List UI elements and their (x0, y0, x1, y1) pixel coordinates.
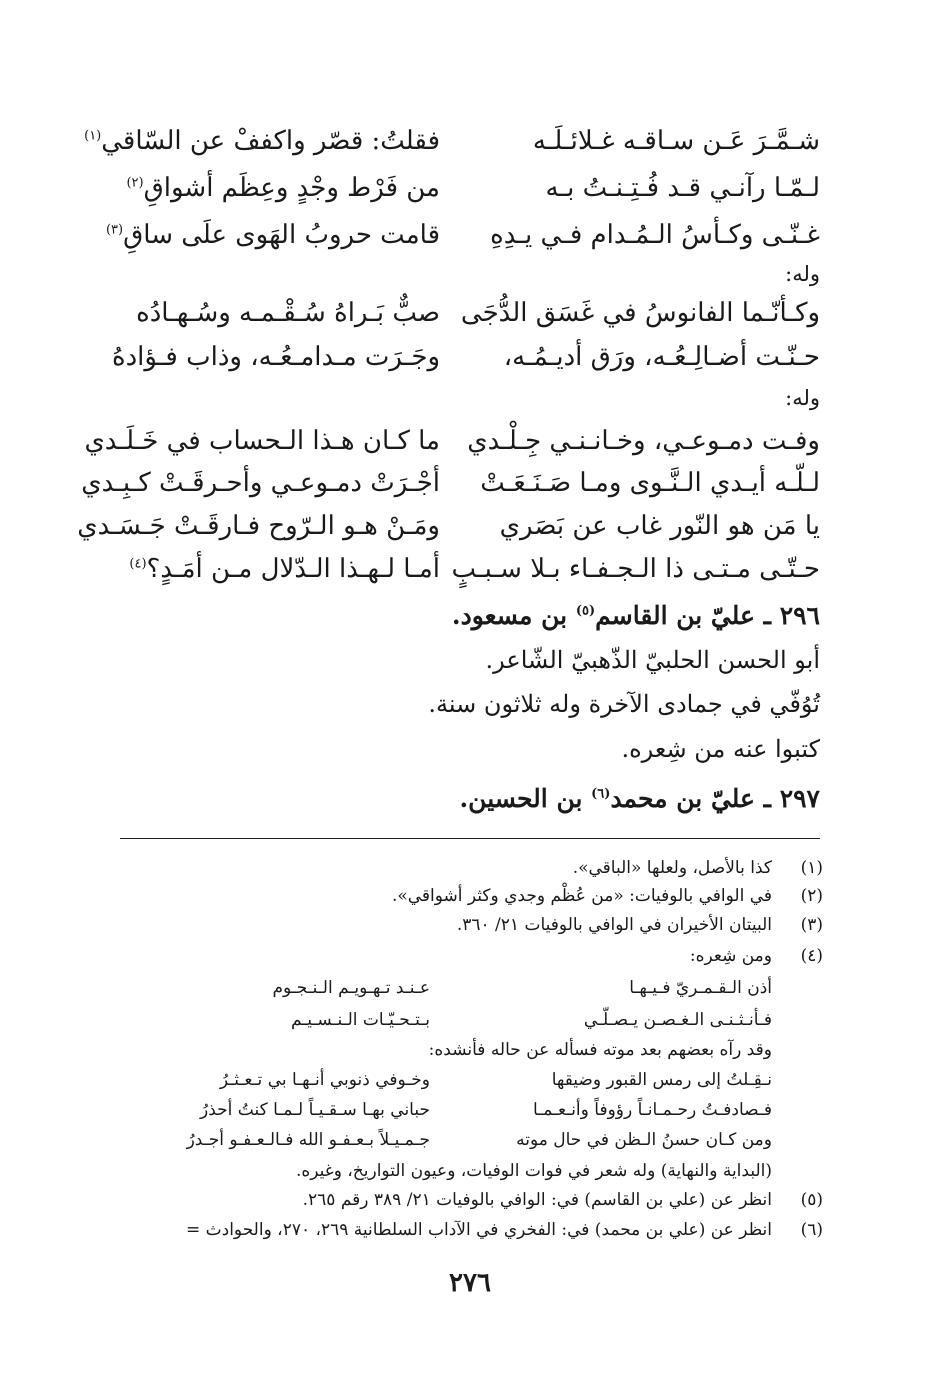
entry-line: أبو الحسن الحلبيّ الذّهبيّ الشّاعر. (485, 646, 820, 674)
footnote-text: انظر عن (علي بن محمد) في: الفخري في الآداب السلطانية ٢٦٩، ٢٧٠، والحوادث = (185, 1220, 772, 1240)
entry-line: كتبوا عنه من شِعره. (621, 735, 820, 763)
poem-intro: وله: (785, 386, 820, 410)
footnote-verse-right: ومن كـان حسنُ الـظن في حال موته (516, 1130, 772, 1150)
page-number: ٢٧٦ (449, 1268, 491, 1298)
verse-hemistich-right: غـنّـى وكـأسُ الـمُـدام فـي يـدِهِ (490, 220, 820, 250)
footnote-verse-left: بـتـحـيّـات الـنـسـيـم (290, 1010, 430, 1030)
footnote-number: (٤) (800, 946, 823, 966)
footnote-verse-left: جـمـيـلاً بـعـفـو الله فـالـعـفـو أجـدرُ (186, 1130, 430, 1150)
entry-title: ٢٩٧ ـ عليّ بن محمد (610, 784, 820, 813)
verse-hemistich-left (40, 556, 440, 582)
poem-intro: وله: (785, 262, 820, 286)
footnote-marker: (٦) (591, 786, 611, 802)
entry-line: تُوُفّي في جمادى الآخرة وله ثلاثون سنة. (428, 690, 820, 718)
footnote-marker: (١) (84, 128, 102, 144)
verse-text: قامت حروبُ الهَوى علَى ساقِ (123, 220, 440, 250)
verse-hemistich-right: لـلّـه أيـدي الـنَّـوى ومـا صَـنَـعَـتْ (480, 468, 820, 498)
verse-hemistich-left: ما كـان هـذا الـحساب في خَـلَـدي (84, 426, 440, 456)
footnote-verse-right: فـأنـثـنـى الـغـصـن يـصـلّـي (583, 1010, 772, 1030)
footnote-number: (١) (800, 858, 823, 878)
footnote-number: (٥) (800, 1190, 823, 1210)
entry-heading-297 (100, 786, 820, 811)
verse-hemistich-right: لـمّـا رآنـي قـد فُـتِـنـتُ بـه (545, 173, 820, 203)
entry-title-rest: بن الحسين. (459, 784, 592, 813)
verse-text: من فَرْط وجْدٍ وعِظَم أشواقِ (143, 173, 440, 203)
verse-hemistich-right: حـتّـى مـتـى ذا الـجـفـاء بـلا سـبـبٍ (451, 554, 820, 584)
footnote-number: (٦) (800, 1220, 823, 1240)
footnote-text: في الوافي بالوفيات: «من عُظْم وجدي وكثر أشواقي». (391, 886, 772, 906)
verse-hemistich-left (40, 128, 440, 154)
footnote-verse-left: عـنـد تـهـويـم الـنـجـوم (272, 978, 430, 998)
footnote-verse-left: حباني بهـا سـقـيـاً لـمـا كنتُ أحذرُ (200, 1100, 430, 1120)
verse-hemistich-left (40, 175, 440, 201)
verse-hemistich-right: شـمَّـرَ عَـن سـاقـه غـلائـلَـه (532, 126, 820, 156)
footnote-verse-right: أذن الـقـمـريّ فـيـهـا (629, 978, 772, 998)
footnote-text: ومن شِعره: (689, 946, 772, 966)
verse-hemistich-left: وجَـرَت مـدامـعُـه، وذاب فـؤادهُ (111, 342, 440, 372)
footnote-marker: (٥) (575, 603, 596, 619)
footnote-number: (٣) (800, 915, 823, 935)
footnote-text: كذا بالأصل، ولعلها «الباقي». (572, 858, 772, 878)
verse-hemistich-left (40, 222, 440, 248)
verse-hemistich-left: أجْـرَتْ دمـوعـي وأحـرقَـتْ كـبِـدي (81, 468, 440, 498)
footnote-separator (120, 838, 820, 839)
verse-hemistich-right: حـنّـت أضـالِـعُـه، ورَق أديـمُـه، (503, 342, 820, 372)
entry-title: ٢٩٦ ـ عليّ بن القاسم (595, 601, 820, 630)
footnote-verse-right: فـصادفـتُ رحـمـانـاً رؤوفاً وأنـعـمـا (533, 1100, 772, 1120)
footnote-marker: (٢) (126, 175, 144, 191)
footnote-text: (البداية والنهاية) وله شعر في فوات الوفيات، وعيون التواريخ، وغيره. (295, 1161, 772, 1181)
verse-text: أمـا لـهـذا الـدّلال مـن أمَـدٍ؟ (146, 554, 440, 584)
entry-title-rest: بن مسعود. (451, 601, 576, 630)
footnote-marker: (٣) (105, 222, 124, 238)
verse-hemistich-right: وكـأنّـما الفانوسُ في غَسَق الدُّجَى (460, 298, 820, 328)
verse-hemistich-left: ومَـنْ هـو الـرّوح فـارقَـتْ جَـسَـدي (77, 511, 440, 541)
verse-hemistich-left: صبٌّ بَـراهُ سُـقْـمـه وسُـهـادُه (136, 298, 440, 328)
verse-text: فقلتُ: قصّر واكففْ عن السّاقي (101, 126, 440, 156)
footnote-verse-right: نـقِـلتُ إلى رمس القبور وضيقها (551, 1070, 772, 1090)
footnote-verse-left: وخـوفي ذنوبي أنـهـا بي تـعـثـرُ (219, 1070, 430, 1090)
footnote-number: (٢) (800, 886, 823, 906)
footnote-text: وقد رآه بعضهم بعد موته فسأله عن حاله فأنشده: (428, 1040, 772, 1060)
verse-hemistich-right: يا مَن هو النّور غاب عن بَصَري (499, 511, 820, 541)
footnote-text: البيتان الأخيران في الوافي بالوفيات ٢١/ ٣٦٠. (456, 915, 772, 935)
verse-hemistich-right: وفـت دمـوعـي، وخـانـنـي جِـلْـدي (467, 426, 820, 456)
entry-heading-296 (100, 603, 820, 628)
footnote-text: انظر عن (علي بن القاسم) في: الوافي بالوفيات ٢١/ ٣٨٩ رقم ٢٦٥. (302, 1190, 772, 1210)
footnote-marker: (٤) (129, 556, 147, 572)
